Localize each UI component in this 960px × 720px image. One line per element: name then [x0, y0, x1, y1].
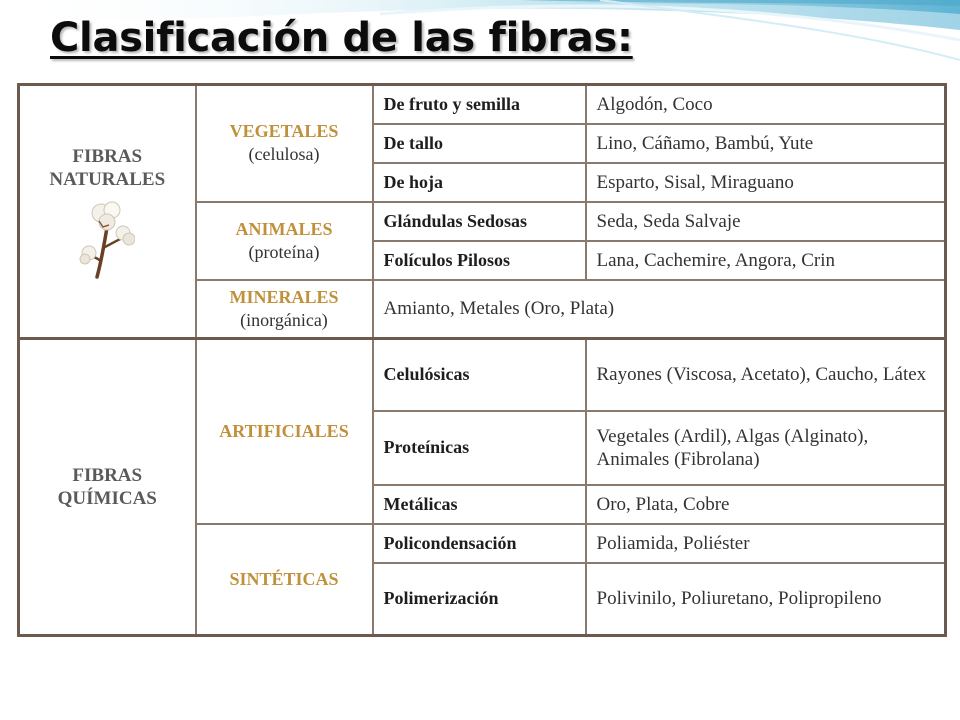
category-animal-sub: (proteína) — [248, 241, 320, 262]
category-artificial-label: ARTIFICIALES — [219, 420, 349, 441]
category-animal-label: ANIMALES — [235, 218, 333, 239]
fiber-type: Metálicas — [373, 485, 586, 524]
fiber-type: De tallo — [373, 124, 586, 163]
category-artificial — [196, 339, 373, 524]
group-chemical-label: FIBRAS QUÍMICAS — [57, 465, 157, 509]
fiber-type: Proteínicas — [373, 411, 586, 485]
group-natural — [19, 85, 196, 339]
group-natural-label: FIBRAS NATURALES — [49, 145, 166, 190]
fiber-examples: Lino, Cáñamo, Bambú, Yute — [586, 124, 946, 163]
fiber-type: Polimerización — [373, 563, 586, 636]
category-mineral-label: MINERALES — [229, 286, 339, 307]
slide-title: Clasificación de las fibras: — [50, 15, 633, 61]
fiber-examples: Esparto, Sisal, Miraguano — [586, 163, 946, 202]
table-row — [19, 339, 946, 411]
group-chemical — [19, 339, 196, 636]
fiber-type: De fruto y semilla — [373, 85, 586, 124]
table-row — [19, 85, 946, 124]
fiber-examples: Vegetales (Ardil), Algas (Alginato), Animales (Fibrolana) — [586, 411, 946, 485]
fiber-examples: Seda, Seda Salvaje — [586, 202, 946, 241]
category-synthetic — [196, 524, 373, 636]
fiber-examples: Algodón, Coco — [586, 85, 946, 124]
fiber-examples: Poliamida, Poliéster — [586, 524, 946, 563]
category-mineral — [196, 280, 373, 339]
fiber-type: Glándulas Sedosas — [373, 202, 586, 241]
fiber-type: Policondensación — [373, 524, 586, 563]
category-mineral-sub: (inorgánica) — [240, 309, 328, 330]
cotton-plant-icon — [79, 197, 135, 279]
fiber-examples: Polivinilo, Poliuretano, Polipropileno — [586, 563, 946, 636]
category-synthetic-label: SINTÉTICAS — [229, 568, 339, 589]
category-vegetal-label: VEGETALES — [229, 121, 339, 142]
fiber-examples: Lana, Cachemire, Angora, Crin — [586, 241, 946, 280]
fiber-examples: Rayones (Viscosa, Acetato), Caucho, Látex — [586, 339, 946, 411]
fiber-type: Celulósicas — [373, 339, 586, 411]
category-vegetal — [196, 85, 373, 202]
category-vegetal-sub: (celulosa) — [248, 144, 320, 165]
fiber-examples: Oro, Plata, Cobre — [586, 485, 946, 524]
fiber-classification-table — [17, 83, 947, 637]
fiber-type: Folículos Pilosos — [373, 241, 586, 280]
fiber-type: De hoja — [373, 163, 586, 202]
category-animal — [196, 202, 373, 280]
fiber-examples: Amianto, Metales (Oro, Plata) — [373, 280, 946, 339]
